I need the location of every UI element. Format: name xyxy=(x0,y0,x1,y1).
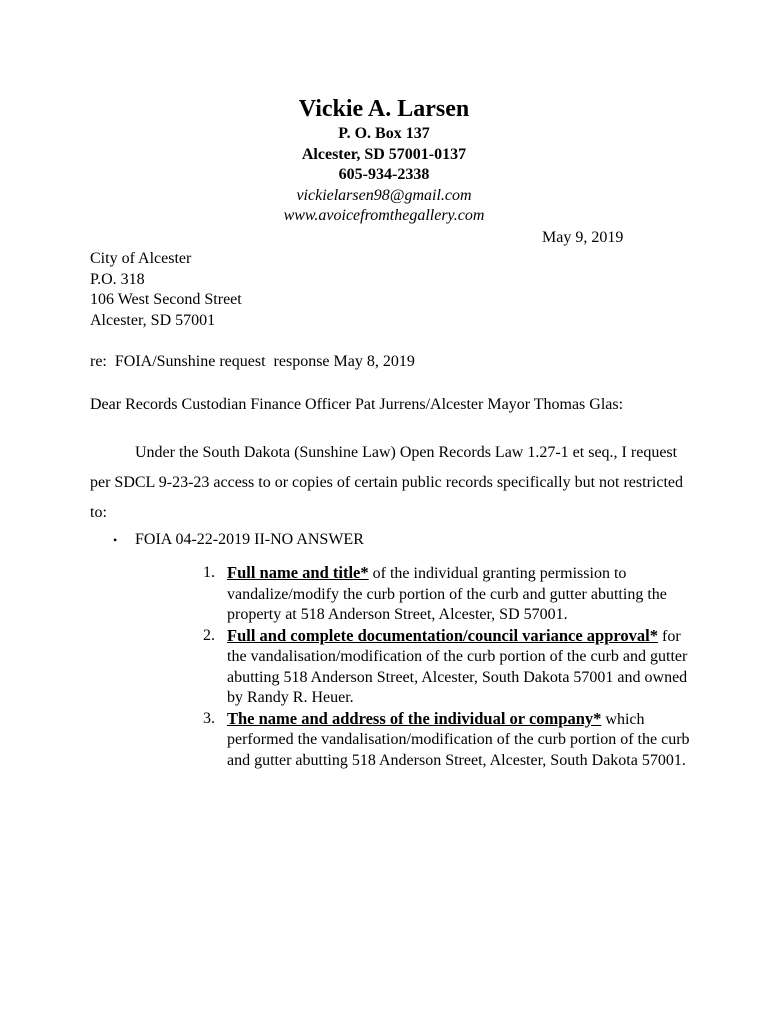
numbered-list xyxy=(203,563,693,771)
recipient-line: 106 West Second Street xyxy=(90,291,242,309)
bullet-text: FOIA 04-22-2019 II-NO ANSWER xyxy=(135,531,364,548)
item-text: for the vandalisation/modification of the curb portion of the curb and gutter abutting 518 Anderson Street, Alcester, South Dakota 57001 and owned by Randy R. Heuer. xyxy=(227,627,688,706)
list-item xyxy=(203,563,693,626)
item-heading: Full name and title* xyxy=(227,563,369,582)
salutation: Dear Records Custodian Finance Officer Pat Jurrens/Alcester Mayor Thomas Glas: xyxy=(90,396,624,413)
item-text: of the individual granting permission to vandalize/modify the curb portion of the curb and gutter abutting the property at 518 Anderson Street, Alcester, SD 57001. xyxy=(227,565,667,623)
bullet-item xyxy=(113,531,364,549)
body-text: Under the South Dakota (Sunshine Law) Open Records Law 1.27-1 et seq., I request per SDCL 9-23-23 access to or copies of certain public records specifically but not restricted to: xyxy=(90,444,683,521)
list-item xyxy=(203,626,693,709)
recipient-address xyxy=(90,249,242,332)
letterhead xyxy=(0,94,768,227)
recipient-line: City of Alcester xyxy=(90,250,192,267)
item-number: 3. xyxy=(203,709,215,727)
letter-date: May 9, 2019 xyxy=(542,229,624,246)
bullet-icon: • xyxy=(113,533,118,547)
sender-name: Vickie A. Larsen xyxy=(298,96,470,122)
item-number: 2. xyxy=(203,626,215,644)
subject-line: re: FOIA/Sunshine request response May 8, 2019 xyxy=(90,353,415,370)
item-number: 1. xyxy=(203,564,215,581)
sender-website: www.avoicefromthegallery.com xyxy=(283,207,485,224)
item-heading: Full and complete documentation/council variance approval* xyxy=(227,625,658,645)
recipient-line: Alcester, SD 57001 xyxy=(90,312,216,330)
recipient-line: P.O. 318 xyxy=(90,270,145,288)
item-text: which performed the vandalisation/modification of the curb portion of the curb and gutter abutting 518 Anderson Street, Alcester, South Dakota 57001. xyxy=(227,710,690,769)
sender-po-box: P. O. Box 137 xyxy=(338,125,430,142)
sender-email: vickielarsen98@gmail.com xyxy=(296,186,472,204)
sender-city: Alcester, SD 57001-0137 xyxy=(301,145,467,163)
body-paragraph xyxy=(90,438,690,528)
sender-phone: 605-934-2338 xyxy=(338,166,430,183)
item-heading: The name and address of the individual or company* xyxy=(227,708,602,728)
list-item xyxy=(203,709,693,772)
